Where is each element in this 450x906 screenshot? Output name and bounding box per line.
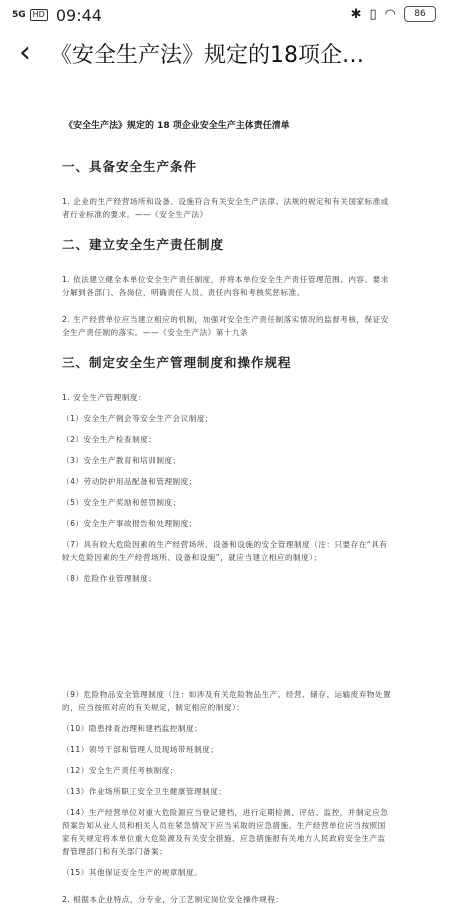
- list-item: （3）安全生产教育和培训制度；: [62, 456, 181, 465]
- list: [62, 688, 392, 879]
- list-item: （4）劳动防护用品配备和管理制度；: [62, 477, 197, 486]
- signal-indicator: 5G: [12, 9, 26, 20]
- section-heading-2: 二、建立安全生产责任制度: [62, 237, 225, 252]
- document-page: [62, 118, 392, 904]
- clock: 09:44: [55, 5, 102, 25]
- list-item: （2）安全生产检查制度；: [62, 435, 157, 444]
- battery-indicator: 86: [404, 6, 436, 22]
- list-item: （11）领导干部和管理人员现场带班制度；: [62, 745, 219, 754]
- list-item: （9）危险物品安全管理制度（注：如涉及有关危险物品生产、经营、储存、运输废弃物处置的，应当按照对应的有关规定，制定相应的制度）；: [62, 690, 392, 712]
- hd-badge: HD: [30, 9, 48, 21]
- list-item: （10）隐患排查治理和建档监控制度；: [62, 724, 203, 733]
- vibrate-icon: ▯: [369, 6, 377, 22]
- list: [62, 412, 392, 585]
- list-intro: 1. 安全生产管理制度：: [62, 393, 147, 402]
- page-title: 《安全生产法》规定的18项企…: [50, 42, 364, 68]
- list-item: （1）安全生产例会等安全生产会议制度；: [62, 414, 214, 423]
- paragraph: 1. 依法建立健全本单位安全生产责任制度，并将本单位安全生产责任管理范围、内容、要求分解到各部门、各岗位，明确责任人员、责任内容和考核奖惩标准。: [62, 275, 389, 297]
- wifi-icon: ◠: [384, 6, 396, 22]
- list-item: （7）具有较大危险因素的生产经营场所、设备和设施的安全管理制度（注：只要存在“具有较大危险因素的生产经营场所、设备和设施”，就应当建立相应的制度）；: [62, 540, 388, 562]
- status-bar: [0, 0, 450, 30]
- list-item: （8）危险作业管理制度；: [62, 574, 157, 583]
- paragraph: 2. 生产经营单位应当建立相应的机制，加强对安全生产责任制落实情况的监督考核，保证安全生产责任制的落实。——《安全生产法》第十九条: [62, 315, 389, 337]
- list-item: （5）安全生产奖励和惩罚制度；: [62, 498, 181, 507]
- list-item: （13）作业场所职工安全卫生健康管理制度；: [62, 787, 227, 796]
- document-title: 《安全生产法》规定的 18 项企业安全生产主体责任清单: [64, 121, 290, 131]
- paragraph: 1. 企业的生产经营场所和设备、设施符合有关安全生产法律、法规的规定和有关国家标准或者行业标准的要求。——《安全生产法》: [62, 197, 389, 219]
- section-heading-1: 一、具备安全生产条件: [62, 159, 198, 174]
- list-item: （14）生产经营单位对重大危险源应当登记建档，进行定期检测、评估、监控，并制定应急预案告知从业人员和相关人员在紧急情况下应当采取的应急措施。生产经营单位应当按照国家有关规定将本单位重大危险源及有关安全措施、应急措施报有关地方人民政府安全生产监督管理部门和有关部门备案；: [62, 808, 389, 856]
- bluetooth-icon: ✱: [350, 6, 362, 22]
- back-icon[interactable]: ‹: [19, 35, 31, 70]
- list-item: （6）安全生产事故报告和处理制度；: [62, 519, 197, 528]
- list-item: 2. 根据本企业特点，分专业，分工艺制定岗位安全操作规程：: [62, 895, 284, 904]
- title-bar: [0, 30, 450, 76]
- section-heading-3: 三、制定安全生产管理制度和操作规程: [62, 355, 292, 370]
- list-item: （12）安全生产责任考核制度；: [62, 766, 178, 775]
- blank-area: [62, 593, 392, 688]
- list-item: （15）其他保证安全生产的规章制度。: [62, 868, 203, 877]
